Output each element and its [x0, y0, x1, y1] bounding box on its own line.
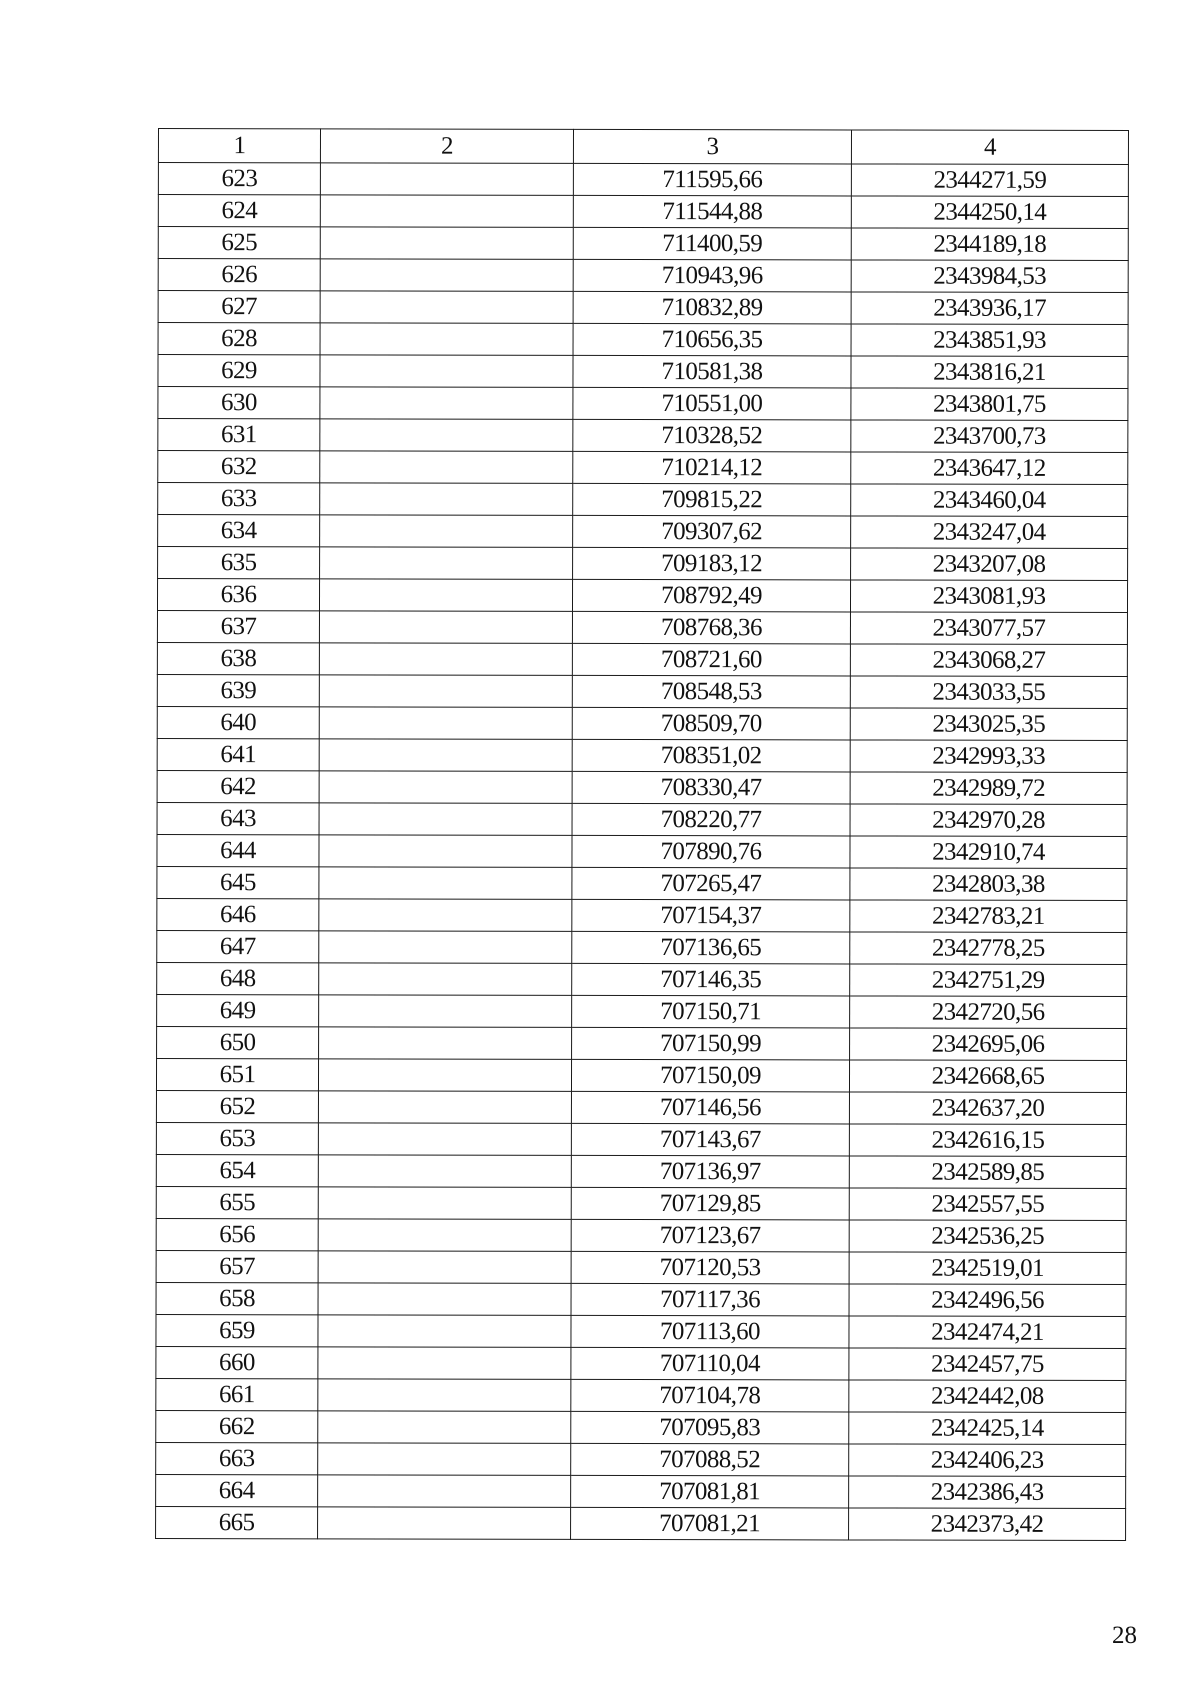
y-coordinate-cell: 2342695,06	[850, 1028, 1127, 1061]
x-coordinate-cell: 710832,89	[573, 291, 851, 324]
x-coordinate-cell: 711400,59	[573, 227, 851, 260]
table-row	[157, 642, 1127, 676]
x-coordinate-cell: 707110,04	[571, 1347, 849, 1380]
x-coordinate-cell: 710551,00	[573, 387, 851, 420]
column-header-1: 1	[158, 129, 320, 163]
point-number-cell: 657	[156, 1250, 318, 1282]
x-coordinate-cell: 708330,47	[572, 771, 850, 804]
x-coordinate-cell: 707113,60	[571, 1315, 849, 1348]
x-coordinate-cell: 707143,67	[571, 1123, 849, 1156]
table-row	[158, 227, 1128, 261]
x-coordinate-cell: 707129,85	[571, 1187, 849, 1220]
x-coordinate-cell: 707265,47	[572, 867, 850, 900]
point-number-cell: 659	[156, 1314, 318, 1346]
description-cell	[318, 1091, 571, 1124]
description-cell	[318, 1379, 571, 1412]
table-row	[156, 1474, 1126, 1508]
point-number-cell: 631	[158, 419, 320, 451]
table-row	[157, 898, 1127, 932]
x-coordinate-cell: 710943,96	[573, 259, 851, 292]
y-coordinate-cell: 2342637,20	[849, 1092, 1126, 1125]
point-number-cell: 633	[158, 483, 320, 515]
y-coordinate-cell: 2343081,93	[850, 580, 1127, 613]
description-cell	[319, 675, 572, 708]
point-number-cell: 658	[156, 1282, 318, 1314]
y-coordinate-cell: 2343207,08	[851, 548, 1128, 581]
y-coordinate-cell: 2343077,57	[850, 612, 1127, 645]
point-number-cell: 654	[156, 1154, 318, 1186]
point-number-cell: 638	[157, 642, 319, 674]
description-cell	[320, 483, 573, 516]
point-number-cell: 632	[158, 451, 320, 483]
point-number-cell: 644	[157, 834, 319, 866]
y-coordinate-cell: 2342496,56	[849, 1284, 1126, 1317]
table-row	[156, 1122, 1126, 1156]
point-number-cell: 651	[156, 1058, 318, 1090]
table-row	[158, 323, 1128, 357]
x-coordinate-cell: 709183,12	[573, 547, 851, 580]
description-cell	[319, 643, 572, 676]
x-coordinate-cell: 708721,60	[572, 643, 850, 676]
point-number-cell: 652	[156, 1090, 318, 1122]
description-cell	[319, 707, 572, 740]
column-header-2: 2	[320, 129, 573, 164]
point-number-cell: 628	[158, 323, 320, 355]
y-coordinate-cell: 2343247,04	[851, 516, 1128, 549]
y-coordinate-cell: 2342803,38	[850, 868, 1127, 901]
x-coordinate-cell: 708548,53	[572, 675, 850, 708]
description-cell	[318, 1475, 571, 1508]
y-coordinate-cell: 2343025,35	[850, 708, 1127, 741]
x-coordinate-cell: 707890,76	[572, 835, 850, 868]
y-coordinate-cell: 2342668,65	[849, 1060, 1126, 1093]
x-coordinate-cell: 709815,22	[573, 483, 851, 516]
point-number-cell: 624	[158, 195, 320, 227]
table-row	[157, 611, 1127, 645]
description-cell	[319, 835, 572, 868]
description-cell	[319, 963, 572, 996]
y-coordinate-cell: 2343033,55	[850, 676, 1127, 709]
y-coordinate-cell: 2342970,28	[850, 804, 1127, 837]
point-number-cell: 623	[158, 163, 320, 195]
table-row	[156, 1186, 1126, 1220]
description-cell	[320, 515, 573, 548]
point-number-cell: 650	[157, 1026, 319, 1058]
y-coordinate-cell: 2343851,93	[851, 324, 1128, 357]
column-header-4: 4	[851, 130, 1128, 165]
description-cell	[320, 451, 573, 484]
point-number-cell: 634	[158, 515, 320, 547]
x-coordinate-cell: 707088,52	[571, 1443, 849, 1476]
table-row	[157, 738, 1127, 772]
y-coordinate-cell: 2343936,17	[851, 292, 1128, 325]
table-row	[156, 1410, 1126, 1444]
coordinates-table	[155, 128, 1129, 1541]
x-coordinate-cell: 711595,66	[573, 163, 851, 196]
x-coordinate-cell: 707081,21	[571, 1507, 849, 1540]
description-cell	[320, 323, 573, 356]
description-cell	[318, 1059, 571, 1092]
point-number-cell: 663	[156, 1442, 318, 1474]
table-row	[158, 483, 1128, 517]
x-coordinate-cell: 707104,78	[571, 1379, 849, 1412]
table-row	[156, 1154, 1126, 1188]
point-number-cell: 662	[156, 1410, 318, 1442]
description-cell	[319, 1027, 572, 1060]
table-row	[156, 1090, 1126, 1124]
description-cell	[318, 1507, 571, 1540]
description-cell	[319, 739, 572, 772]
x-coordinate-cell: 711544,88	[573, 195, 851, 228]
point-number-cell: 627	[158, 291, 320, 323]
x-coordinate-cell: 708351,02	[572, 739, 850, 772]
table-row	[157, 866, 1127, 900]
x-coordinate-cell: 708768,36	[572, 611, 850, 644]
y-coordinate-cell: 2342519,01	[849, 1252, 1126, 1285]
table-row	[158, 259, 1128, 293]
point-number-cell: 655	[156, 1186, 318, 1218]
x-coordinate-cell: 707095,83	[571, 1411, 849, 1444]
y-coordinate-cell: 2343816,21	[851, 356, 1128, 389]
x-coordinate-cell: 707146,56	[571, 1091, 849, 1124]
point-number-cell: 637	[157, 611, 319, 643]
description-cell	[320, 227, 573, 260]
y-coordinate-cell: 2342616,15	[849, 1124, 1126, 1157]
description-cell	[320, 547, 573, 580]
table-row	[156, 1058, 1126, 1092]
description-cell	[319, 995, 572, 1028]
x-coordinate-cell: 707154,37	[572, 899, 850, 932]
y-coordinate-cell: 2342910,74	[850, 836, 1127, 869]
table-row	[158, 547, 1128, 581]
x-coordinate-cell: 707117,36	[571, 1283, 849, 1316]
y-coordinate-cell: 2343068,27	[850, 644, 1127, 677]
description-cell	[320, 259, 573, 292]
x-coordinate-cell: 708220,77	[572, 803, 850, 836]
description-cell	[318, 1283, 571, 1316]
x-coordinate-cell: 710328,52	[573, 419, 851, 452]
table-body	[156, 163, 1129, 1541]
y-coordinate-cell: 2342474,21	[849, 1316, 1126, 1349]
description-cell	[318, 1219, 571, 1252]
y-coordinate-cell: 2342589,85	[849, 1156, 1126, 1189]
table-row	[157, 770, 1127, 804]
point-number-cell: 629	[158, 355, 320, 387]
description-cell	[320, 355, 573, 388]
description-cell	[318, 1411, 571, 1444]
table-row	[157, 962, 1127, 996]
table-row	[157, 579, 1127, 613]
point-number-cell: 653	[156, 1122, 318, 1154]
y-coordinate-cell: 2342993,33	[850, 740, 1127, 773]
description-cell	[318, 1155, 571, 1188]
description-cell	[320, 291, 573, 324]
y-coordinate-cell: 2342989,72	[850, 772, 1127, 805]
table-row	[157, 834, 1127, 868]
x-coordinate-cell: 707150,09	[571, 1059, 849, 1092]
point-number-cell: 646	[157, 898, 319, 930]
table-row	[157, 930, 1127, 964]
x-coordinate-cell: 707136,97	[571, 1155, 849, 1188]
x-coordinate-cell: 707081,81	[571, 1475, 849, 1508]
x-coordinate-cell: 707120,53	[571, 1251, 849, 1284]
table-row	[157, 1026, 1127, 1060]
y-coordinate-cell: 2342751,29	[850, 964, 1127, 997]
table-row	[157, 802, 1127, 836]
table-row	[158, 419, 1128, 453]
table-row	[156, 1346, 1126, 1380]
description-cell	[320, 419, 573, 452]
table-row	[158, 355, 1128, 389]
description-cell	[319, 899, 572, 932]
y-coordinate-cell: 2342406,23	[849, 1444, 1126, 1477]
description-cell	[319, 579, 572, 612]
table-row	[158, 291, 1128, 325]
point-number-cell: 639	[157, 674, 319, 706]
description-cell	[318, 1123, 571, 1156]
description-cell	[318, 1315, 571, 1348]
point-number-cell: 625	[158, 227, 320, 259]
y-coordinate-cell: 2343700,73	[851, 420, 1128, 453]
x-coordinate-cell: 710214,12	[573, 451, 851, 484]
point-number-cell: 661	[156, 1378, 318, 1410]
x-coordinate-cell: 707123,67	[571, 1219, 849, 1252]
description-cell	[318, 1347, 571, 1380]
y-coordinate-cell: 2343460,04	[851, 484, 1128, 517]
y-coordinate-cell: 2344271,59	[851, 164, 1128, 197]
y-coordinate-cell: 2342783,21	[850, 900, 1127, 933]
y-coordinate-cell: 2343984,53	[851, 260, 1128, 293]
point-number-cell: 626	[158, 259, 320, 291]
point-number-cell: 665	[156, 1506, 318, 1538]
point-number-cell: 645	[157, 866, 319, 898]
description-cell	[319, 931, 572, 964]
table-row	[156, 1378, 1126, 1412]
page-number: 28	[1112, 1622, 1137, 1649]
x-coordinate-cell: 710656,35	[573, 323, 851, 356]
description-cell	[320, 387, 573, 420]
y-coordinate-cell: 2342778,25	[850, 932, 1127, 965]
point-number-cell: 656	[156, 1218, 318, 1250]
description-cell	[318, 1251, 571, 1284]
y-coordinate-cell: 2342557,55	[849, 1188, 1126, 1221]
y-coordinate-cell: 2342457,75	[849, 1348, 1126, 1381]
y-coordinate-cell: 2342425,14	[849, 1412, 1126, 1445]
y-coordinate-cell: 2344189,18	[851, 228, 1128, 261]
point-number-cell: 647	[157, 930, 319, 962]
point-number-cell: 664	[156, 1474, 318, 1506]
point-number-cell: 642	[157, 770, 319, 802]
table-row	[158, 163, 1128, 197]
table-row	[157, 994, 1127, 1028]
description-cell	[319, 803, 572, 836]
y-coordinate-cell: 2343647,12	[851, 452, 1128, 485]
y-coordinate-cell: 2342442,08	[849, 1380, 1126, 1413]
table-row	[156, 1506, 1126, 1540]
table-row	[158, 515, 1128, 549]
description-cell	[319, 867, 572, 900]
point-number-cell: 660	[156, 1346, 318, 1378]
description-cell	[319, 771, 572, 804]
y-coordinate-cell: 2342373,42	[849, 1508, 1126, 1541]
table-row	[158, 451, 1128, 485]
table-row	[156, 1250, 1126, 1284]
table-row	[158, 387, 1128, 421]
table-row	[156, 1218, 1126, 1252]
table-row	[157, 706, 1127, 740]
table-row	[157, 674, 1127, 708]
point-number-cell: 636	[157, 579, 319, 611]
description-cell	[320, 195, 573, 228]
description-cell	[319, 611, 572, 644]
point-number-cell: 648	[157, 962, 319, 994]
point-number-cell: 635	[158, 547, 320, 579]
x-coordinate-cell: 707150,71	[572, 995, 850, 1028]
x-coordinate-cell: 708792,49	[572, 579, 850, 612]
point-number-cell: 640	[157, 706, 319, 738]
y-coordinate-cell: 2342386,43	[849, 1476, 1126, 1509]
point-number-cell: 641	[157, 738, 319, 770]
description-cell	[320, 163, 573, 196]
y-coordinate-cell: 2343801,75	[851, 388, 1128, 421]
table-row	[156, 1314, 1126, 1348]
table-header-row	[158, 129, 1128, 165]
point-number-cell: 643	[157, 802, 319, 834]
description-cell	[318, 1187, 571, 1220]
x-coordinate-cell: 707150,99	[572, 1027, 850, 1060]
x-coordinate-cell: 710581,38	[573, 355, 851, 388]
y-coordinate-cell: 2344250,14	[851, 196, 1128, 229]
x-coordinate-cell: 708509,70	[572, 707, 850, 740]
y-coordinate-cell: 2342720,56	[850, 996, 1127, 1029]
point-number-cell: 649	[157, 994, 319, 1026]
x-coordinate-cell: 707136,65	[572, 931, 850, 964]
description-cell	[318, 1443, 571, 1476]
table-row	[158, 195, 1128, 229]
point-number-cell: 630	[158, 387, 320, 419]
table-row	[156, 1282, 1126, 1316]
column-header-3: 3	[573, 129, 851, 164]
x-coordinate-cell: 707146,35	[572, 963, 850, 996]
table-row	[156, 1442, 1126, 1476]
x-coordinate-cell: 709307,62	[573, 515, 851, 548]
y-coordinate-cell: 2342536,25	[849, 1220, 1126, 1253]
